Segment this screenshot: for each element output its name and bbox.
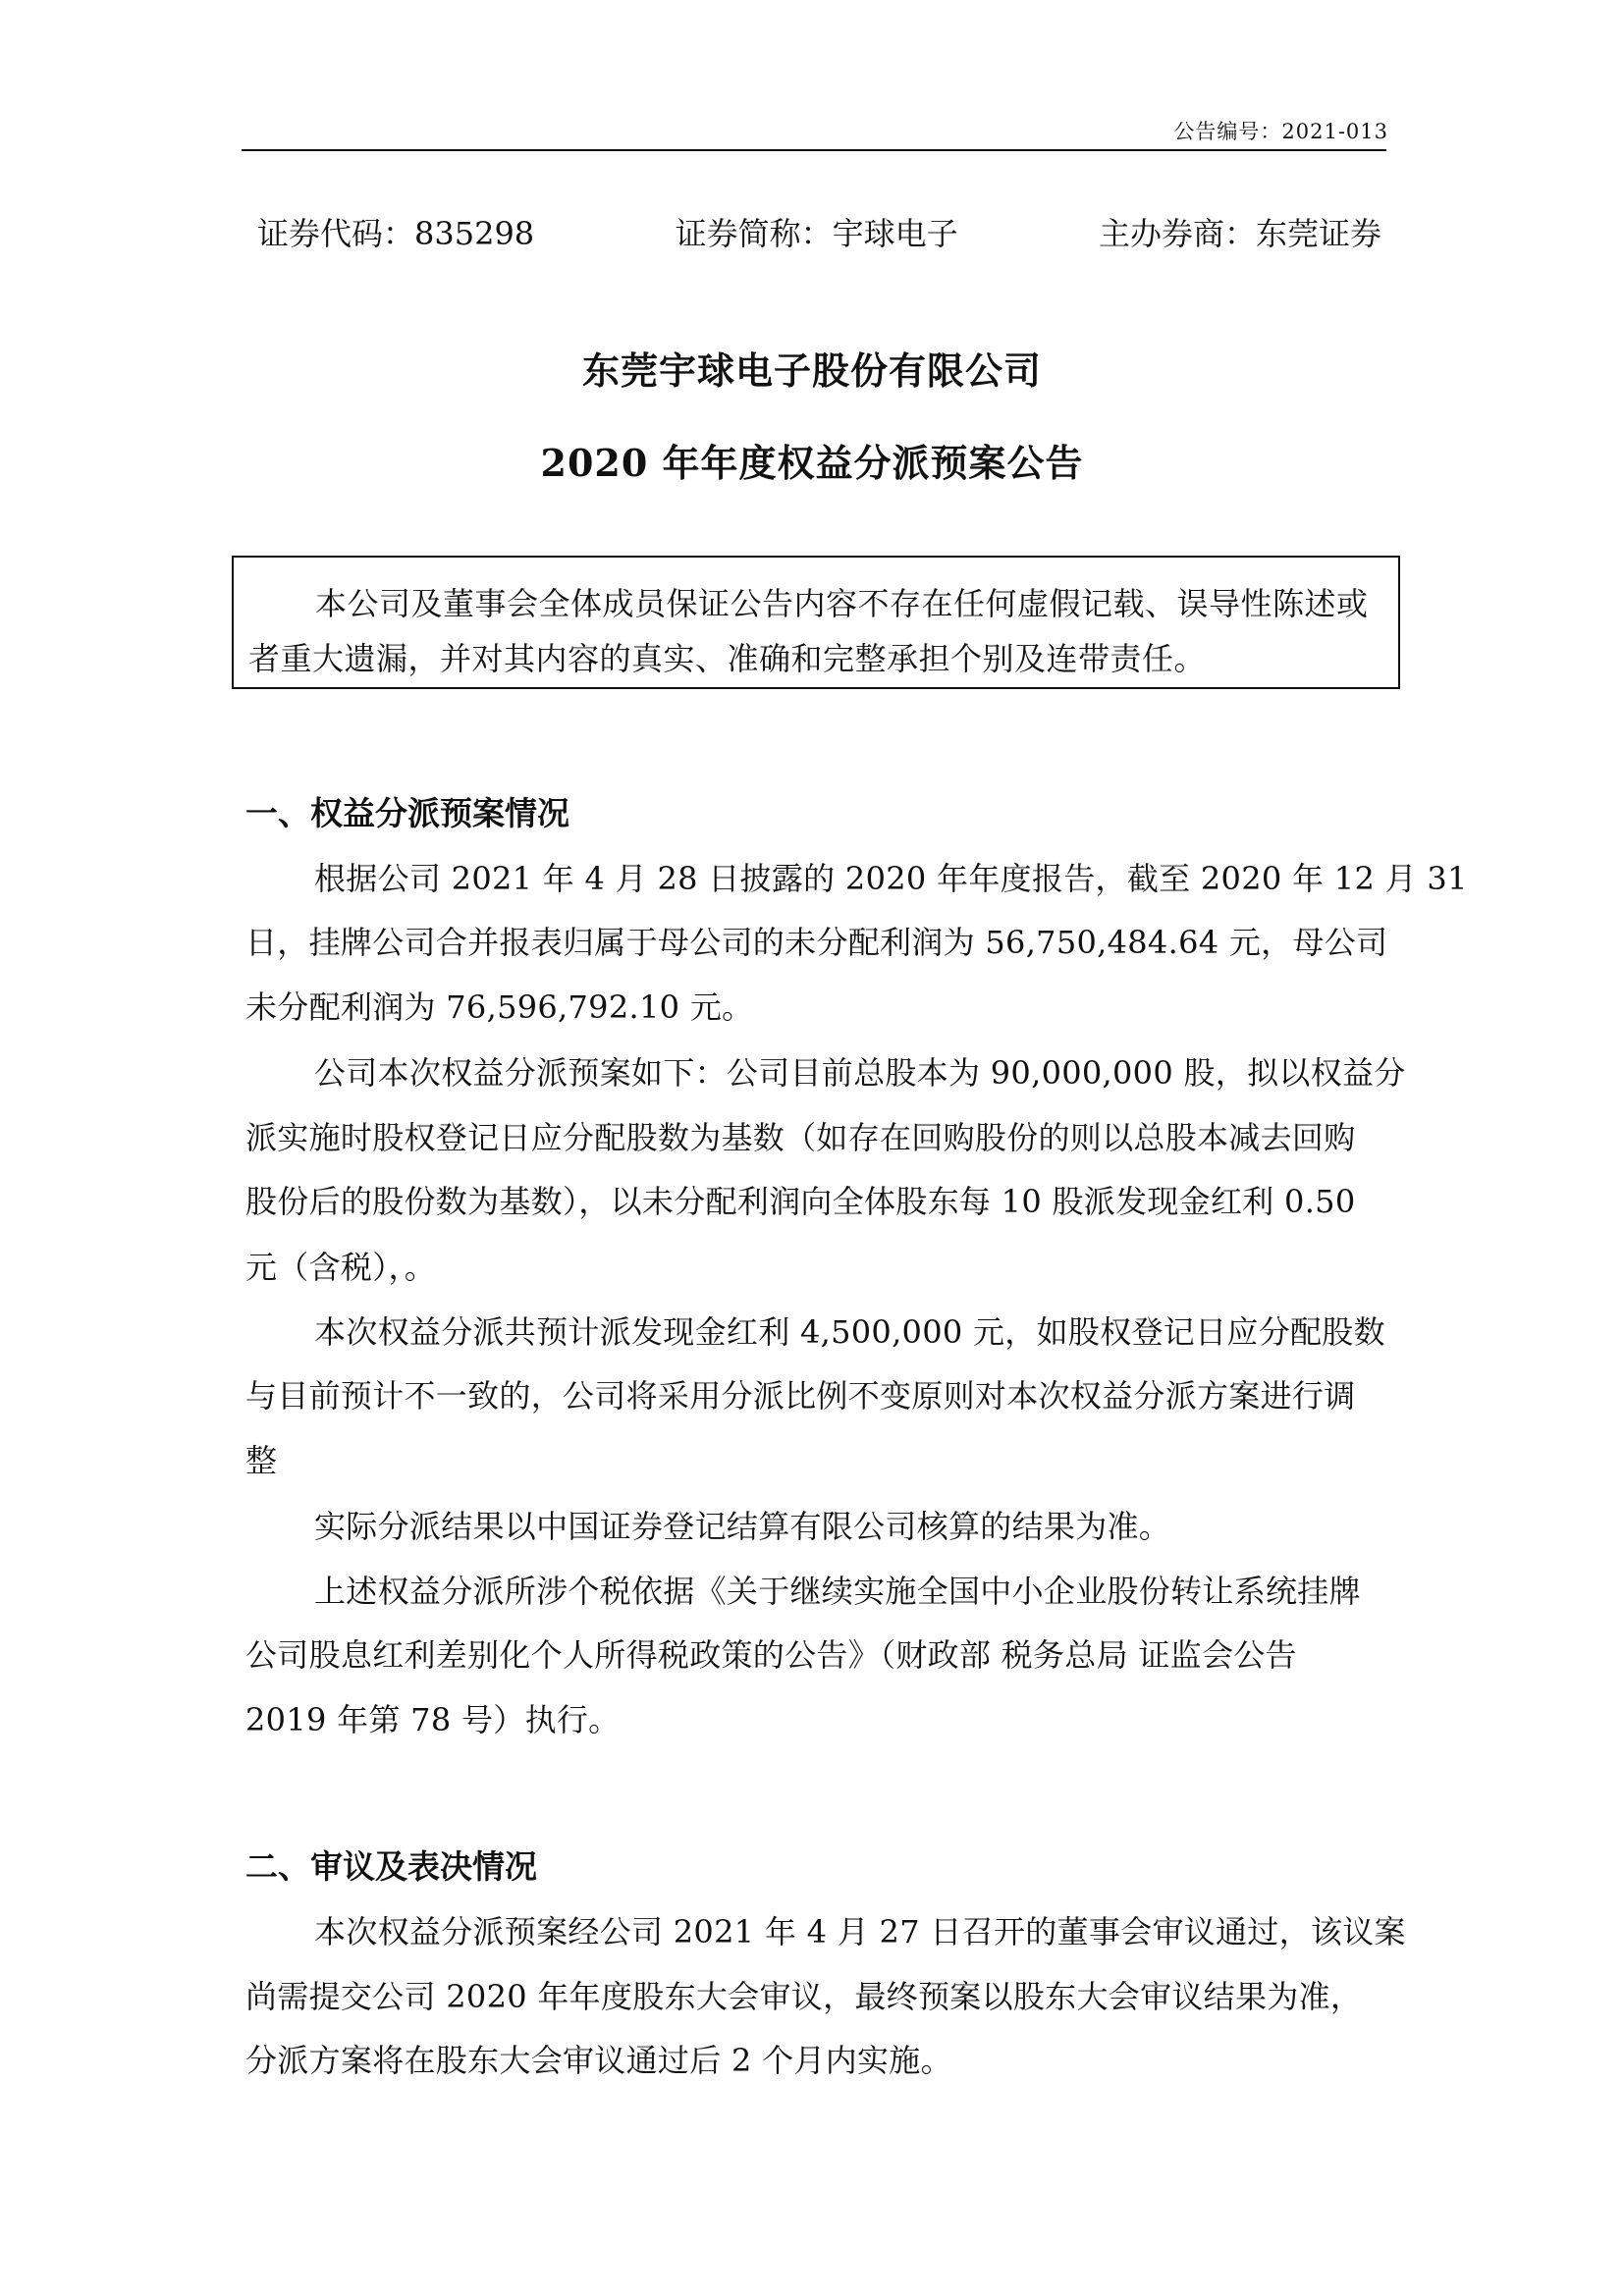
paragraph-line: 根据公司 2021 年 4 月 28 日披露的 2020 年年度报告，截至 2020 年 12 月 31	[314, 860, 1468, 897]
paragraph-line: 2019 年第 78 号）执行。	[245, 1701, 621, 1738]
section-heading-review-voting: 二、审议及表决情况	[245, 1847, 537, 1886]
paragraph-line: 分派方案将在股东大会审议通过后 2 个月内实施。	[245, 2042, 952, 2079]
securities-info	[257, 209, 1381, 254]
securities-short-name: 证券简称：宇球电子	[675, 215, 958, 252]
paragraph-line: 日，挂牌公司合并报表归属于母公司的未分配利润为 56,750,484.64 元，母公司	[245, 924, 1388, 961]
securities-code: 证券代码：835298	[257, 215, 535, 252]
paragraph-line: 元（含税），。	[245, 1249, 437, 1286]
paragraph-line: 派实施时股权登记日应分配股数为基数（如存在回购股份的则以总股本减去回购	[245, 1119, 1356, 1156]
paragraph-line: 整	[245, 1442, 278, 1479]
lead-broker: 主办券商：东莞证券	[1098, 215, 1381, 252]
paragraph-line: 本次权益分派预案经公司 2021 年 4 月 27 日召开的董事会审议通过，该议案	[314, 1913, 1406, 1950]
responsibility-statement-box	[232, 556, 1400, 689]
paragraph-line: 公司股息红利差别化个人所得税政策的公告》（财政部 税务总局 证监会公告	[245, 1636, 1297, 1674]
announcement-number: 公告编号：2021-013	[1173, 120, 1388, 143]
paragraph-line: 尚需提交公司 2020 年年度股东大会审议，最终预案以股东大会审议结果为准，	[245, 1978, 1363, 2015]
paragraph-line: 与目前预计不一致的，公司将采用分派比例不变原则对本次权益分派方案进行调	[245, 1377, 1356, 1415]
statement-line: 本公司及董事会全体成员保证公告内容不存在任何虚假记载、误导性陈述或	[315, 585, 1369, 622]
paragraph-line: 股份后的股份数为基数），以未分配利润向全体股东每 10 股派发现金红利 0.50	[245, 1183, 1356, 1220]
company-name-title: 东莞宇球电子股份有限公司	[581, 348, 1042, 393]
statement-line: 者重大遗漏，并对其内容的真实、准确和完整承担个别及连带责任。	[248, 640, 1207, 677]
paragraph-line: 公司本次权益分派预案如下：公司目前总股本为 90,000,000 股，拟以权益分	[314, 1054, 1406, 1092]
paragraph-line: 上述权益分派所涉个税依据《关于继续实施全国中小企业股份转让系统挂牌	[314, 1573, 1361, 1610]
header-divider	[242, 149, 1386, 151]
announcement-title: 2020 年年度权益分派预案公告	[540, 441, 1084, 485]
section-heading-distribution-plan: 一、权益分派预案情况	[245, 794, 569, 832]
paragraph-line: 本次权益分派共预计派发现金红利 4,500,000 元，如股权登记日应分配股数	[314, 1313, 1385, 1351]
paragraph-line: 未分配利润为 76,596,792.10 元。	[245, 988, 754, 1026]
paragraph-line: 实际分派结果以中国证券登记结算有限公司核算的结果为准。	[314, 1508, 1171, 1545]
